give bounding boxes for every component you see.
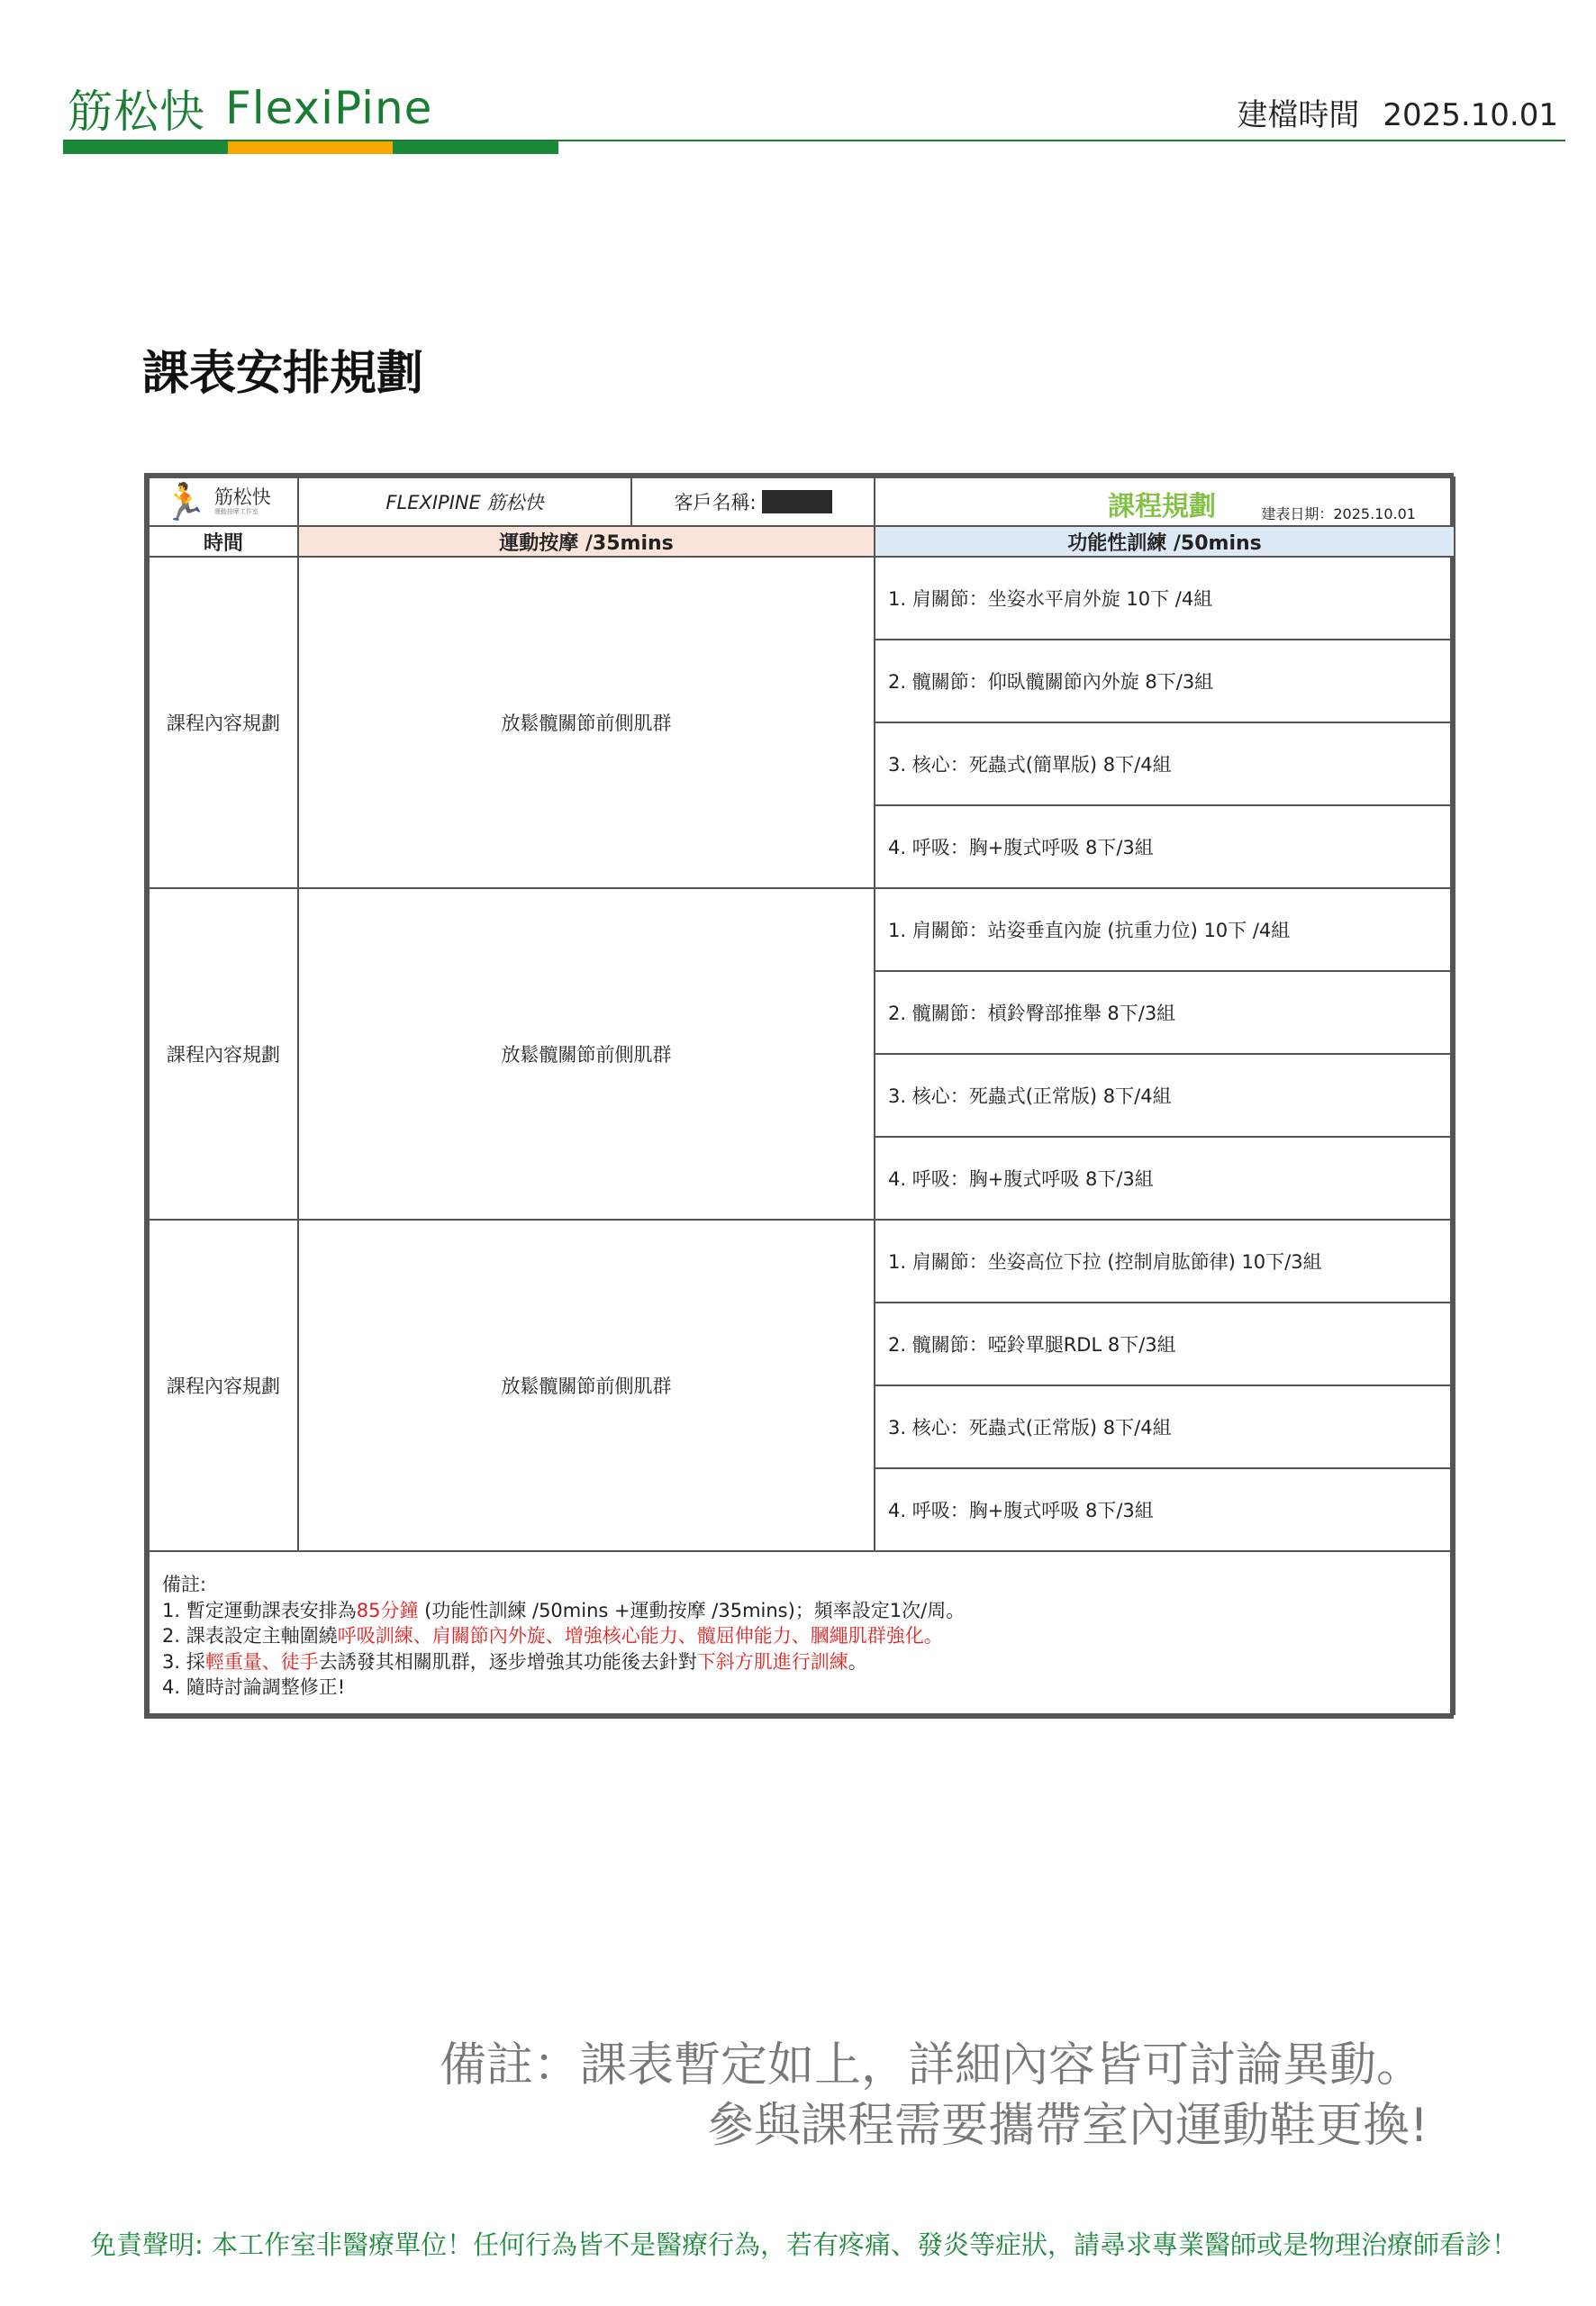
training-item: 2. 髖關節：槓鈴臀部推舉 8下/3組	[875, 971, 1455, 1054]
brand-name-cn: 筋松快	[68, 86, 205, 138]
brand-logo	[68, 81, 433, 138]
table-row	[149, 557, 1455, 640]
note-2-text-a: 2. 課表設定主軸圍繞	[162, 1625, 338, 1647]
col-header-training: 功能性訓練 /50mins	[875, 526, 1455, 557]
plan-date: 建表日期：2025.10.01	[1261, 505, 1416, 522]
note-1-text-c: (功能性訓練 /50mins +運動按摩 /35mins)；頻率設定1次/周。	[418, 1599, 966, 1621]
block-massage: 放鬆髖關節前側肌群	[298, 557, 875, 888]
note-line-1	[162, 1598, 1441, 1624]
training-item: 3. 核心：死蟲式(簡單版) 8下/4組	[875, 722, 1455, 805]
note-3-text-a: 3. 採	[162, 1650, 205, 1673]
block-time: 課程內容規劃	[149, 557, 298, 888]
block-massage: 放鬆髖關節前側肌群	[298, 1220, 875, 1551]
training-item: 1. 肩關節：坐姿高位下拉 (控制肩肱節律) 10下/3組	[875, 1220, 1455, 1303]
table-row	[149, 888, 1455, 971]
training-item: 2. 髖關節：啞鈴單腿RDL 8下/3組	[875, 1303, 1455, 1385]
note-3-highlight-1: 輕重量	[204, 1650, 262, 1673]
training-item: 1. 肩關節：坐姿水平肩外旋 10下 /4組	[875, 557, 1455, 640]
note-1-highlight: 85分鐘	[356, 1599, 419, 1621]
table-header-row	[149, 477, 1455, 526]
note-3-sep: 、	[261, 1650, 281, 1673]
remark-line-1: 備註：課表暫定如上，詳細內容皆可討論異動。	[440, 2038, 1424, 2093]
training-item: 3. 核心：死蟲式(正常版) 8下/4組	[875, 1385, 1455, 1468]
remark-line-2: 參與課程需要攜帶室內運動鞋更換!	[707, 2099, 1428, 2153]
training-item: 1. 肩關節：站姿垂直內旋 (抗重力位) 10下 /4組	[875, 888, 1455, 971]
color-bar-green-2	[393, 141, 558, 154]
note-line-3	[162, 1649, 1441, 1675]
note-line-2	[162, 1623, 1441, 1649]
notes-title: 備註:	[162, 1574, 207, 1595]
color-bar-orange	[228, 141, 393, 154]
training-item: 4. 呼吸：胸+腹式呼吸 8下/3組	[875, 1137, 1455, 1220]
runner-icon: 🏃	[162, 481, 207, 523]
notes-cell	[149, 1551, 1455, 1714]
table-logo-sub: 運動按摩工作室	[213, 507, 258, 515]
training-item: 4. 呼吸：胸+腹式呼吸 8下/3組	[875, 1468, 1455, 1551]
created-time	[1237, 90, 1558, 134]
note-3-highlight-3: 下斜方肌進行訓練	[696, 1650, 848, 1673]
created-date: 2025.10.01	[1383, 97, 1558, 133]
disclaimer: 免責聲明: 本工作室非醫療單位！任何行為皆不是醫療行為，若有疼痛、發炎等症狀，請尋求專業醫師或是物理治療師看診！	[90, 2229, 1518, 2260]
col-header-massage: 運動按摩 /35mins	[298, 526, 875, 557]
block-time: 課程內容規劃	[149, 888, 298, 1220]
client-cell	[631, 477, 875, 526]
block-massage: 放鬆髖關節前側肌群	[298, 888, 875, 1220]
note-3-text-e: 去誘發其相關肌群，逐步增強其功能後去針對	[318, 1650, 697, 1673]
training-item: 4. 呼吸：胸+腹式呼吸 8下/3組	[875, 805, 1455, 888]
created-label: 建檔時間	[1237, 97, 1360, 133]
note-3-end: 。	[848, 1650, 867, 1673]
header-color-bar	[63, 141, 558, 154]
table-brand: FLEXIPINE 筋松快	[298, 477, 631, 526]
schedule-table	[144, 473, 1454, 1719]
color-bar-green-1	[63, 141, 228, 154]
column-header-row	[149, 526, 1455, 557]
block-time: 課程內容規劃	[149, 1220, 298, 1551]
plan-title: 課程規劃	[1108, 491, 1216, 522]
table-logo-cell	[149, 477, 298, 526]
brand-name-en: FlexiPine	[225, 82, 433, 134]
table-row	[149, 1220, 1455, 1303]
notes-row	[149, 1551, 1455, 1714]
note-line-4: 4. 隨時討論調整修正!	[162, 1676, 346, 1698]
table-logo-text: 筋松快	[213, 486, 271, 508]
client-label: 客戶名稱:	[674, 492, 757, 513]
client-name-redacted	[762, 490, 832, 513]
page-title: 課表安排規劃	[142, 347, 424, 401]
plan-cell	[875, 477, 1455, 526]
training-item: 3. 核心：死蟲式(正常版) 8下/4組	[875, 1054, 1455, 1137]
col-header-time: 時間	[149, 526, 298, 557]
note-1-text-a: 1. 暫定運動課表安排為	[162, 1599, 357, 1621]
note-2-highlight: 呼吸訓練、肩關節內外旋、增強核心能力、髖屈伸能力、膕繩肌群強化。	[337, 1625, 943, 1647]
training-item: 2. 髖關節：仰臥髖關節內外旋 8下/3組	[875, 640, 1455, 722]
note-3-highlight-2: 徒手	[280, 1650, 319, 1673]
